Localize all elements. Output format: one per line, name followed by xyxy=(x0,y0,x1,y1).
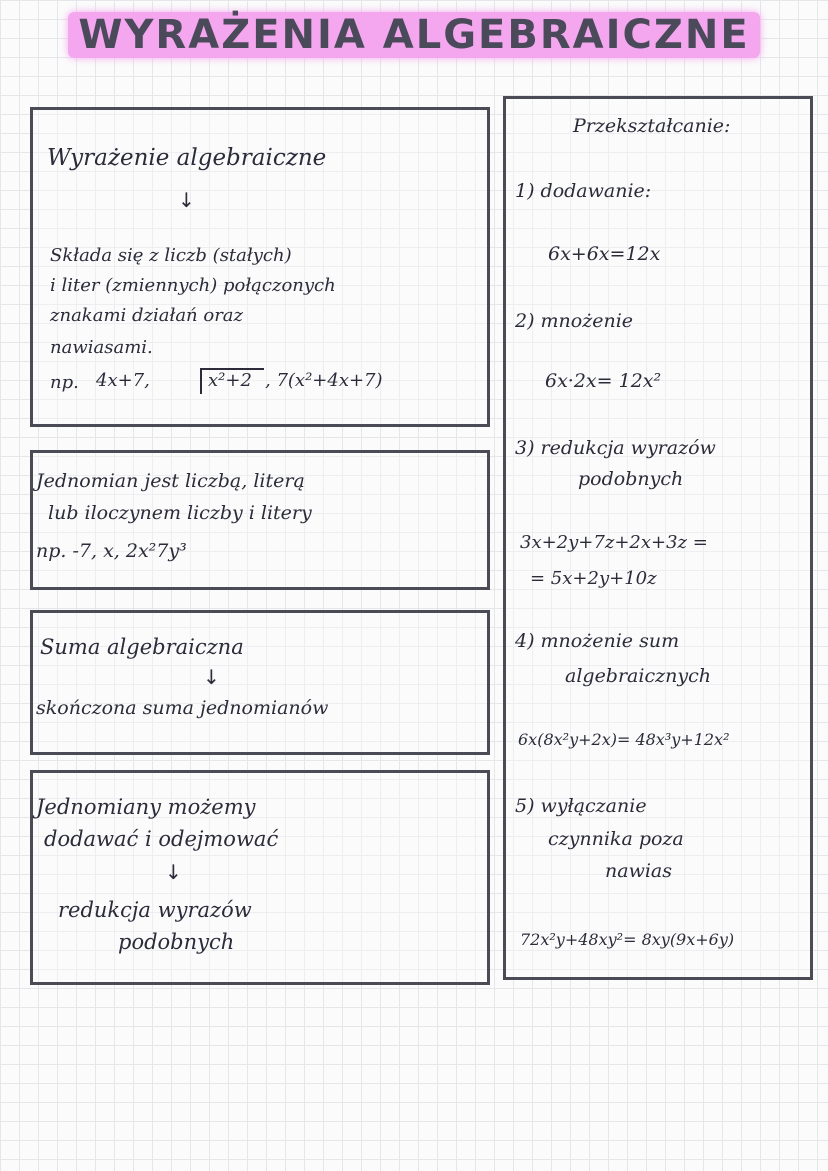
step4-example: 6x(8x²y+2x)= 48x³y+12x² xyxy=(518,730,730,749)
step3-example-2: = 5x+2y+10z xyxy=(530,568,657,589)
step5-label-3: nawias xyxy=(605,860,672,882)
box3-arrow-icon: ↓ xyxy=(203,665,220,689)
box4-line3: redukcja wyrazów xyxy=(58,898,252,922)
step1-label: 1) dodawanie: xyxy=(515,180,652,202)
step2-label: 2) mnożenie xyxy=(515,310,634,332)
box1-example-1: 4x+7, xyxy=(96,370,150,391)
box1-line2: i liter (zmiennych) połączonych xyxy=(50,275,336,296)
step1-example: 6x+6x=12x xyxy=(548,243,661,265)
step2-example: 6x·2x= 12x² xyxy=(545,370,662,392)
box1-line4: nawiasami. xyxy=(50,337,153,358)
step3-label-2: podobnych xyxy=(578,468,684,490)
title-text: WYRAŻENIA ALGEBRAICZNE xyxy=(68,12,759,58)
step3-example-1: 3x+2y+7z+2x+3z = xyxy=(520,532,708,553)
step4-label-2: algebraicznych xyxy=(565,665,711,687)
right-heading: Przekształcanie: xyxy=(573,115,731,137)
box4-line4: podobnych xyxy=(118,930,235,954)
step4-label: 4) mnożenie sum xyxy=(515,630,680,652)
box1-line1: Składa się z liczb (stałych) xyxy=(50,245,292,266)
box2-line2: lub iloczynem liczby i litery xyxy=(48,502,312,524)
step5-label-2: czynnika poza xyxy=(548,828,684,850)
box1-example-3: , 7(x²+4x+7) xyxy=(265,370,383,391)
box2-line1: Jednomian jest liczbą, literą xyxy=(36,470,305,492)
box2-line3: np. -7, x, 2x²7y³ xyxy=(36,540,187,562)
box4-line1: Jednomiany możemy xyxy=(36,795,256,819)
step3-label: 3) redukcja wyrazów xyxy=(515,437,716,459)
box1-arrow-icon: ↓ xyxy=(178,188,195,212)
step5-example: 72x²y+48xy²= 8xy(9x+6y) xyxy=(520,930,735,949)
step5-label: 5) wyłączanie xyxy=(515,795,647,817)
box1-example-2: x²+2 xyxy=(208,370,252,391)
box3-line1: Suma algebraiczna xyxy=(40,635,244,659)
box1-heading: Wyrażenie algebraiczne xyxy=(47,145,327,171)
box4-line2: dodawać i odejmować xyxy=(44,827,279,851)
box1-example-prefix: np. xyxy=(50,372,79,393)
page-title xyxy=(0,12,828,58)
box3-line2: skończona suma jednomianów xyxy=(36,697,329,719)
box-algebraic-sum xyxy=(30,610,490,755)
box4-arrow-icon: ↓ xyxy=(165,860,182,884)
box1-line3: znakami działań oraz xyxy=(50,305,244,326)
